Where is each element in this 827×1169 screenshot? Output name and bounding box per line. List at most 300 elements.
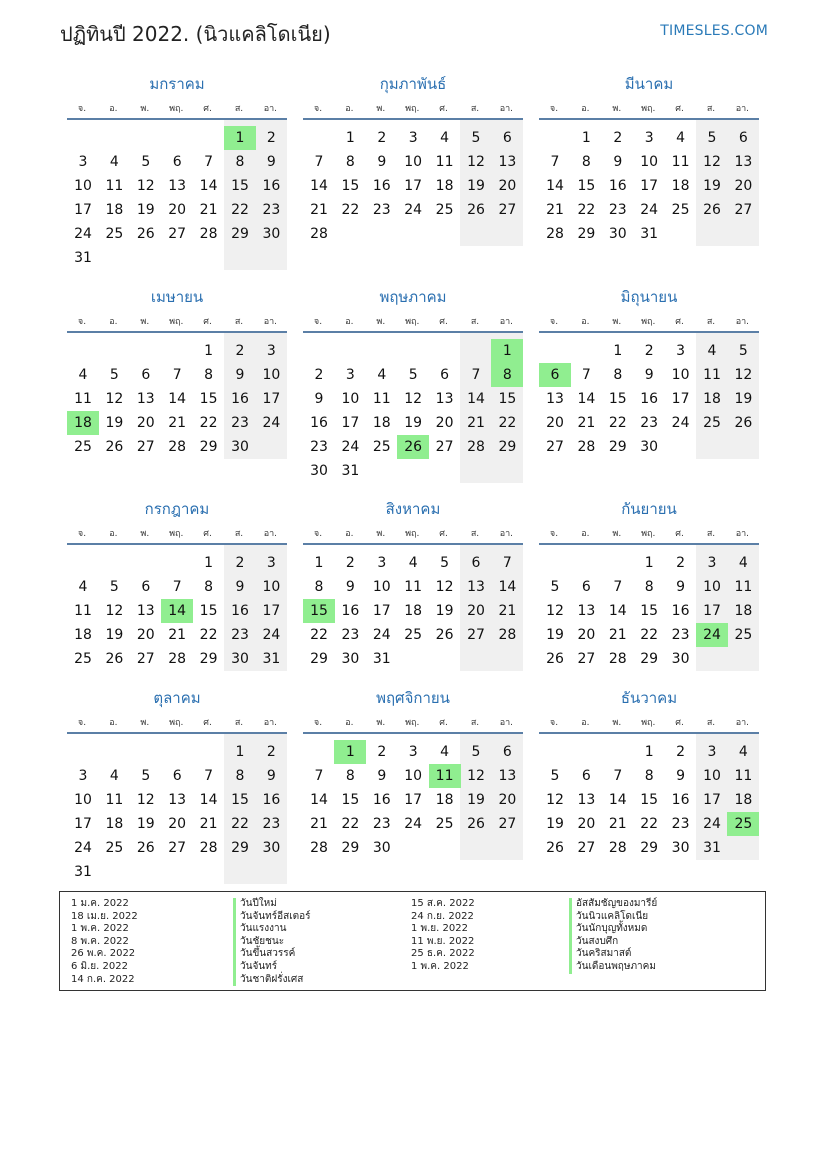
day-cell[interactable]: 25 xyxy=(105,226,124,242)
day-cell[interactable]: 14 xyxy=(608,792,627,808)
day-cell[interactable]: 27 xyxy=(577,840,596,856)
day-cell[interactable]: 9 xyxy=(235,579,245,595)
day-cell[interactable]: 12 xyxy=(467,768,485,784)
day-cell[interactable]: 24 xyxy=(404,202,423,218)
day-cell[interactable]: 20 xyxy=(498,792,517,808)
day-cell[interactable]: 30 xyxy=(640,439,659,455)
day-cell[interactable]: 16 xyxy=(231,391,249,407)
day-cell[interactable]: 27 xyxy=(136,439,155,455)
day-cell[interactable]: 21 xyxy=(310,816,328,832)
day-cell[interactable]: 22 xyxy=(199,415,218,431)
day-cell[interactable]: 26 xyxy=(467,202,485,218)
day-cell[interactable]: 13 xyxy=(168,178,187,194)
day-cell[interactable]: 27 xyxy=(168,226,187,242)
day-cell[interactable]: 7 xyxy=(204,154,214,170)
day-cell[interactable]: 30 xyxy=(231,651,249,667)
day-cell[interactable]: 14 xyxy=(498,579,517,595)
day-cell[interactable]: 22 xyxy=(199,627,218,643)
day-cell[interactable]: 29 xyxy=(577,226,596,242)
day-cell[interactable]: 22 xyxy=(640,816,659,832)
day-cell[interactable]: 3 xyxy=(408,130,418,146)
day-cell[interactable]: 17 xyxy=(262,603,281,619)
day-cell[interactable]: 24 xyxy=(341,439,360,455)
day-cell[interactable]: 5 xyxy=(550,768,560,784)
day-cell[interactable]: 17 xyxy=(671,391,690,407)
day-cell[interactable]: 22 xyxy=(640,627,659,643)
day-cell[interactable]: 14 xyxy=(310,792,328,808)
day-cell[interactable]: 11 xyxy=(105,178,124,194)
day-cell[interactable]: 14 xyxy=(608,603,627,619)
day-cell[interactable]: 13 xyxy=(136,603,155,619)
day-cell[interactable]: 18 xyxy=(74,627,92,643)
day-cell[interactable]: 11 xyxy=(671,154,690,170)
day-cell[interactable]: 23 xyxy=(262,202,281,218)
day-cell[interactable]: 10 xyxy=(74,178,92,194)
day-cell[interactable]: 21 xyxy=(546,202,564,218)
holiday-day-cell[interactable]: 6 xyxy=(539,363,571,387)
day-cell[interactable]: 26 xyxy=(136,840,155,856)
day-cell[interactable]: 18 xyxy=(435,792,454,808)
holiday-day-cell[interactable]: 11 xyxy=(429,764,461,788)
day-cell[interactable]: 25 xyxy=(74,439,92,455)
day-cell[interactable]: 25 xyxy=(671,202,690,218)
day-cell[interactable]: 28 xyxy=(498,627,517,643)
day-cell[interactable]: 2 xyxy=(235,343,245,359)
day-cell[interactable]: 9 xyxy=(676,579,686,595)
day-cell[interactable]: 9 xyxy=(676,768,686,784)
day-cell[interactable]: 28 xyxy=(546,226,564,242)
day-cell[interactable]: 28 xyxy=(608,840,627,856)
day-cell[interactable]: 3 xyxy=(676,343,686,359)
day-cell[interactable]: 3 xyxy=(78,768,88,784)
holiday-day-cell[interactable]: 24 xyxy=(696,623,728,647)
day-cell[interactable]: 9 xyxy=(345,579,355,595)
day-cell[interactable]: 4 xyxy=(109,154,119,170)
day-cell[interactable]: 7 xyxy=(471,367,481,383)
day-cell[interactable]: 8 xyxy=(644,768,654,784)
day-cell[interactable]: 11 xyxy=(703,367,721,383)
day-cell[interactable]: 18 xyxy=(404,603,423,619)
day-cell[interactable]: 27 xyxy=(546,439,564,455)
day-cell[interactable]: 23 xyxy=(671,816,690,832)
day-cell[interactable]: 13 xyxy=(498,154,517,170)
day-cell[interactable]: 26 xyxy=(105,651,124,667)
day-cell[interactable]: 29 xyxy=(341,840,360,856)
day-cell[interactable]: 5 xyxy=(440,555,450,571)
day-cell[interactable]: 27 xyxy=(734,202,753,218)
day-cell[interactable]: 15 xyxy=(640,603,659,619)
day-cell[interactable]: 3 xyxy=(78,154,88,170)
day-cell[interactable]: 4 xyxy=(408,555,418,571)
day-cell[interactable]: 24 xyxy=(404,816,423,832)
day-cell[interactable]: 31 xyxy=(74,864,92,880)
day-cell[interactable]: 19 xyxy=(105,627,124,643)
day-cell[interactable]: 30 xyxy=(671,651,690,667)
day-cell[interactable]: 10 xyxy=(404,768,423,784)
day-cell[interactable]: 28 xyxy=(168,651,187,667)
day-cell[interactable]: 7 xyxy=(172,579,182,595)
day-cell[interactable]: 3 xyxy=(377,555,387,571)
day-cell[interactable]: 25 xyxy=(74,651,92,667)
day-cell[interactable]: 21 xyxy=(608,627,627,643)
day-cell[interactable]: 7 xyxy=(613,768,623,784)
day-cell[interactable]: 3 xyxy=(266,555,276,571)
day-cell[interactable]: 8 xyxy=(314,579,324,595)
day-cell[interactable]: 10 xyxy=(262,579,281,595)
day-cell[interactable]: 18 xyxy=(734,792,753,808)
day-cell[interactable]: 28 xyxy=(310,226,328,242)
day-cell[interactable]: 16 xyxy=(671,792,690,808)
day-cell[interactable]: 27 xyxy=(577,651,596,667)
day-cell[interactable]: 14 xyxy=(199,792,218,808)
day-cell[interactable]: 27 xyxy=(467,627,485,643)
day-cell[interactable]: 31 xyxy=(341,463,360,479)
day-cell[interactable]: 4 xyxy=(377,367,387,383)
day-cell[interactable]: 6 xyxy=(502,744,512,760)
day-cell[interactable]: 17 xyxy=(74,816,92,832)
day-cell[interactable]: 4 xyxy=(440,130,450,146)
day-cell[interactable]: 9 xyxy=(266,154,276,170)
day-cell[interactable]: 30 xyxy=(671,840,690,856)
day-cell[interactable]: 31 xyxy=(74,250,92,266)
day-cell[interactable]: 5 xyxy=(738,343,748,359)
day-cell[interactable]: 4 xyxy=(109,768,119,784)
day-cell[interactable]: 6 xyxy=(440,367,450,383)
day-cell[interactable]: 12 xyxy=(105,603,124,619)
day-cell[interactable]: 29 xyxy=(640,651,659,667)
day-cell[interactable]: 19 xyxy=(136,202,155,218)
day-cell[interactable]: 27 xyxy=(498,816,517,832)
day-cell[interactable]: 17 xyxy=(640,178,659,194)
day-cell[interactable]: 25 xyxy=(703,415,721,431)
day-cell[interactable]: 17 xyxy=(404,792,423,808)
day-cell[interactable]: 20 xyxy=(498,178,517,194)
day-cell[interactable]: 1 xyxy=(204,555,214,571)
day-cell[interactable]: 14 xyxy=(199,178,218,194)
day-cell[interactable]: 13 xyxy=(435,391,454,407)
day-cell[interactable]: 10 xyxy=(703,579,721,595)
day-cell[interactable]: 10 xyxy=(640,154,659,170)
day-cell[interactable]: 8 xyxy=(613,367,623,383)
day-cell[interactable]: 5 xyxy=(408,367,418,383)
day-cell[interactable]: 18 xyxy=(105,816,124,832)
day-cell[interactable]: 13 xyxy=(577,792,596,808)
day-cell[interactable]: 6 xyxy=(581,768,591,784)
day-cell[interactable]: 4 xyxy=(738,555,748,571)
day-cell[interactable]: 17 xyxy=(341,415,360,431)
day-cell[interactable]: 26 xyxy=(105,439,124,455)
day-cell[interactable]: 4 xyxy=(78,579,88,595)
day-cell[interactable]: 22 xyxy=(231,202,249,218)
day-cell[interactable]: 24 xyxy=(74,840,92,856)
day-cell[interactable]: 8 xyxy=(345,154,355,170)
day-cell[interactable]: 16 xyxy=(671,603,690,619)
day-cell[interactable]: 19 xyxy=(435,603,454,619)
day-cell[interactable]: 16 xyxy=(262,792,281,808)
holiday-day-cell[interactable]: 15 xyxy=(303,599,335,623)
day-cell[interactable]: 5 xyxy=(707,130,717,146)
day-cell[interactable]: 11 xyxy=(74,391,92,407)
day-cell[interactable]: 28 xyxy=(577,439,596,455)
day-cell[interactable]: 12 xyxy=(546,792,564,808)
day-cell[interactable]: 2 xyxy=(266,130,276,146)
day-cell[interactable]: 6 xyxy=(738,130,748,146)
day-cell[interactable]: 18 xyxy=(372,415,391,431)
day-cell[interactable]: 26 xyxy=(435,627,454,643)
day-cell[interactable]: 8 xyxy=(235,768,245,784)
day-cell[interactable]: 3 xyxy=(345,367,355,383)
day-cell[interactable]: 9 xyxy=(266,768,276,784)
day-cell[interactable]: 27 xyxy=(136,651,155,667)
day-cell[interactable]: 5 xyxy=(109,579,119,595)
day-cell[interactable]: 30 xyxy=(372,840,391,856)
day-cell[interactable]: 23 xyxy=(372,202,391,218)
day-cell[interactable]: 7 xyxy=(613,579,623,595)
day-cell[interactable]: 28 xyxy=(199,840,218,856)
day-cell[interactable]: 20 xyxy=(467,603,485,619)
day-cell[interactable]: 25 xyxy=(105,840,124,856)
holiday-day-cell[interactable]: 14 xyxy=(161,599,193,623)
day-cell[interactable]: 10 xyxy=(74,792,92,808)
day-cell[interactable]: 19 xyxy=(546,816,564,832)
day-cell[interactable]: 20 xyxy=(577,816,596,832)
day-cell[interactable]: 8 xyxy=(345,768,355,784)
day-cell[interactable]: 18 xyxy=(734,603,753,619)
day-cell[interactable]: 2 xyxy=(676,555,686,571)
day-cell[interactable]: 13 xyxy=(546,391,564,407)
day-cell[interactable]: 22 xyxy=(310,627,328,643)
day-cell[interactable]: 31 xyxy=(372,651,391,667)
day-cell[interactable]: 21 xyxy=(608,816,627,832)
day-cell[interactable]: 29 xyxy=(310,651,328,667)
day-cell[interactable]: 21 xyxy=(467,415,485,431)
day-cell[interactable]: 29 xyxy=(231,226,249,242)
day-cell[interactable]: 26 xyxy=(136,226,155,242)
day-cell[interactable]: 7 xyxy=(204,768,214,784)
day-cell[interactable]: 23 xyxy=(341,627,360,643)
day-cell[interactable]: 26 xyxy=(703,202,721,218)
day-cell[interactable]: 24 xyxy=(640,202,659,218)
day-cell[interactable]: 19 xyxy=(467,792,485,808)
day-cell[interactable]: 25 xyxy=(435,202,454,218)
day-cell[interactable]: 12 xyxy=(404,391,423,407)
day-cell[interactable]: 26 xyxy=(734,415,753,431)
day-cell[interactable]: 15 xyxy=(498,391,517,407)
day-cell[interactable]: 15 xyxy=(608,391,627,407)
day-cell[interactable]: 7 xyxy=(314,154,324,170)
day-cell[interactable]: 1 xyxy=(644,744,654,760)
day-cell[interactable]: 15 xyxy=(341,178,360,194)
day-cell[interactable]: 1 xyxy=(204,343,214,359)
day-cell[interactable]: 4 xyxy=(676,130,686,146)
holiday-day-cell[interactable]: 1 xyxy=(334,740,366,764)
day-cell[interactable]: 29 xyxy=(498,439,517,455)
day-cell[interactable]: 27 xyxy=(435,439,454,455)
day-cell[interactable]: 20 xyxy=(734,178,753,194)
day-cell[interactable]: 10 xyxy=(404,154,423,170)
day-cell[interactable]: 10 xyxy=(703,768,721,784)
day-cell[interactable]: 8 xyxy=(235,154,245,170)
day-cell[interactable]: 2 xyxy=(676,744,686,760)
day-cell[interactable]: 9 xyxy=(377,768,387,784)
day-cell[interactable]: 30 xyxy=(231,439,249,455)
day-cell[interactable]: 17 xyxy=(372,603,391,619)
day-cell[interactable]: 12 xyxy=(467,154,485,170)
day-cell[interactable]: 13 xyxy=(136,391,155,407)
day-cell[interactable]: 1 xyxy=(314,555,324,571)
day-cell[interactable]: 30 xyxy=(310,463,328,479)
day-cell[interactable]: 13 xyxy=(577,603,596,619)
day-cell[interactable]: 24 xyxy=(262,415,281,431)
day-cell[interactable]: 16 xyxy=(640,391,659,407)
day-cell[interactable]: 8 xyxy=(204,367,214,383)
day-cell[interactable]: 14 xyxy=(168,391,187,407)
day-cell[interactable]: 16 xyxy=(341,603,360,619)
day-cell[interactable]: 6 xyxy=(471,555,481,571)
day-cell[interactable]: 2 xyxy=(235,555,245,571)
day-cell[interactable]: 20 xyxy=(546,415,564,431)
day-cell[interactable]: 15 xyxy=(231,792,249,808)
day-cell[interactable]: 23 xyxy=(640,415,659,431)
day-cell[interactable]: 9 xyxy=(314,391,324,407)
day-cell[interactable]: 10 xyxy=(372,579,391,595)
day-cell[interactable]: 3 xyxy=(644,130,654,146)
day-cell[interactable]: 18 xyxy=(105,202,124,218)
day-cell[interactable]: 23 xyxy=(608,202,627,218)
day-cell[interactable]: 7 xyxy=(502,555,512,571)
day-cell[interactable]: 23 xyxy=(310,439,328,455)
day-cell[interactable]: 31 xyxy=(640,226,659,242)
day-cell[interactable]: 25 xyxy=(404,627,423,643)
day-cell[interactable]: 4 xyxy=(738,744,748,760)
day-cell[interactable]: 20 xyxy=(136,627,155,643)
day-cell[interactable]: 8 xyxy=(204,579,214,595)
day-cell[interactable]: 19 xyxy=(467,178,485,194)
day-cell[interactable]: 24 xyxy=(372,627,391,643)
day-cell[interactable]: 19 xyxy=(734,391,753,407)
day-cell[interactable]: 17 xyxy=(404,178,423,194)
day-cell[interactable]: 10 xyxy=(341,391,360,407)
day-cell[interactable]: 22 xyxy=(608,415,627,431)
day-cell[interactable]: 5 xyxy=(141,768,151,784)
day-cell[interactable]: 13 xyxy=(498,768,517,784)
day-cell[interactable]: 6 xyxy=(172,768,182,784)
day-cell[interactable]: 25 xyxy=(734,627,753,643)
day-cell[interactable]: 14 xyxy=(577,391,596,407)
day-cell[interactable]: 21 xyxy=(498,603,517,619)
day-cell[interactable]: 16 xyxy=(608,178,627,194)
day-cell[interactable]: 4 xyxy=(707,343,717,359)
day-cell[interactable]: 31 xyxy=(703,840,721,856)
day-cell[interactable]: 19 xyxy=(136,816,155,832)
day-cell[interactable]: 29 xyxy=(199,439,218,455)
day-cell[interactable]: 28 xyxy=(199,226,218,242)
day-cell[interactable]: 20 xyxy=(168,202,187,218)
day-cell[interactable]: 1 xyxy=(345,130,355,146)
day-cell[interactable]: 2 xyxy=(613,130,623,146)
day-cell[interactable]: 8 xyxy=(581,154,591,170)
day-cell[interactable]: 19 xyxy=(105,415,124,431)
day-cell[interactable]: 22 xyxy=(577,202,596,218)
day-cell[interactable]: 16 xyxy=(372,792,391,808)
day-cell[interactable]: 18 xyxy=(703,391,721,407)
holiday-day-cell[interactable]: 1 xyxy=(491,339,523,363)
day-cell[interactable]: 3 xyxy=(707,555,717,571)
day-cell[interactable]: 27 xyxy=(498,202,517,218)
day-cell[interactable]: 6 xyxy=(581,579,591,595)
day-cell[interactable]: 2 xyxy=(644,343,654,359)
day-cell[interactable]: 24 xyxy=(703,816,721,832)
day-cell[interactable]: 23 xyxy=(671,627,690,643)
day-cell[interactable]: 1 xyxy=(235,744,245,760)
day-cell[interactable]: 20 xyxy=(136,415,155,431)
day-cell[interactable]: 23 xyxy=(372,816,391,832)
day-cell[interactable]: 18 xyxy=(435,178,454,194)
holiday-day-cell[interactable]: 25 xyxy=(727,812,759,836)
day-cell[interactable]: 24 xyxy=(262,627,281,643)
day-cell[interactable]: 9 xyxy=(377,154,387,170)
day-cell[interactable]: 26 xyxy=(546,840,564,856)
day-cell[interactable]: 28 xyxy=(168,439,187,455)
day-cell[interactable]: 11 xyxy=(435,154,454,170)
day-cell[interactable]: 29 xyxy=(640,840,659,856)
day-cell[interactable]: 23 xyxy=(231,415,249,431)
day-cell[interactable]: 20 xyxy=(168,816,187,832)
day-cell[interactable]: 1 xyxy=(613,343,623,359)
day-cell[interactable]: 12 xyxy=(703,154,721,170)
day-cell[interactable]: 5 xyxy=(550,579,560,595)
day-cell[interactable]: 4 xyxy=(78,367,88,383)
day-cell[interactable]: 12 xyxy=(734,367,753,383)
day-cell[interactable]: 30 xyxy=(262,840,281,856)
day-cell[interactable]: 25 xyxy=(435,816,454,832)
day-cell[interactable]: 5 xyxy=(109,367,119,383)
day-cell[interactable]: 11 xyxy=(404,579,423,595)
holiday-day-cell[interactable]: 18 xyxy=(67,411,99,435)
day-cell[interactable]: 12 xyxy=(136,178,155,194)
day-cell[interactable]: 5 xyxy=(141,154,151,170)
day-cell[interactable]: 14 xyxy=(467,391,485,407)
day-cell[interactable]: 3 xyxy=(266,343,276,359)
day-cell[interactable]: 15 xyxy=(199,603,218,619)
day-cell[interactable]: 3 xyxy=(408,744,418,760)
day-cell[interactable]: 31 xyxy=(262,651,281,667)
day-cell[interactable]: 11 xyxy=(734,579,753,595)
day-cell[interactable]: 29 xyxy=(608,439,627,455)
day-cell[interactable]: 21 xyxy=(168,627,187,643)
day-cell[interactable]: 7 xyxy=(581,367,591,383)
day-cell[interactable]: 16 xyxy=(262,178,281,194)
day-cell[interactable]: 30 xyxy=(341,651,360,667)
day-cell[interactable]: 6 xyxy=(172,154,182,170)
day-cell[interactable]: 24 xyxy=(74,226,92,242)
day-cell[interactable]: 8 xyxy=(644,579,654,595)
day-cell[interactable]: 17 xyxy=(262,391,281,407)
holiday-day-cell[interactable]: 8 xyxy=(491,363,523,387)
day-cell[interactable]: 7 xyxy=(172,367,182,383)
day-cell[interactable]: 17 xyxy=(703,792,721,808)
day-cell[interactable]: 13 xyxy=(467,579,485,595)
day-cell[interactable]: 29 xyxy=(199,651,218,667)
day-cell[interactable]: 12 xyxy=(435,579,454,595)
day-cell[interactable]: 28 xyxy=(467,439,485,455)
day-cell[interactable]: 7 xyxy=(314,768,324,784)
day-cell[interactable]: 21 xyxy=(577,415,596,431)
site-brand[interactable]: TIMESLES.COM xyxy=(660,23,768,39)
day-cell[interactable]: 21 xyxy=(310,202,328,218)
day-cell[interactable]: 17 xyxy=(703,603,721,619)
day-cell[interactable]: 27 xyxy=(168,840,187,856)
